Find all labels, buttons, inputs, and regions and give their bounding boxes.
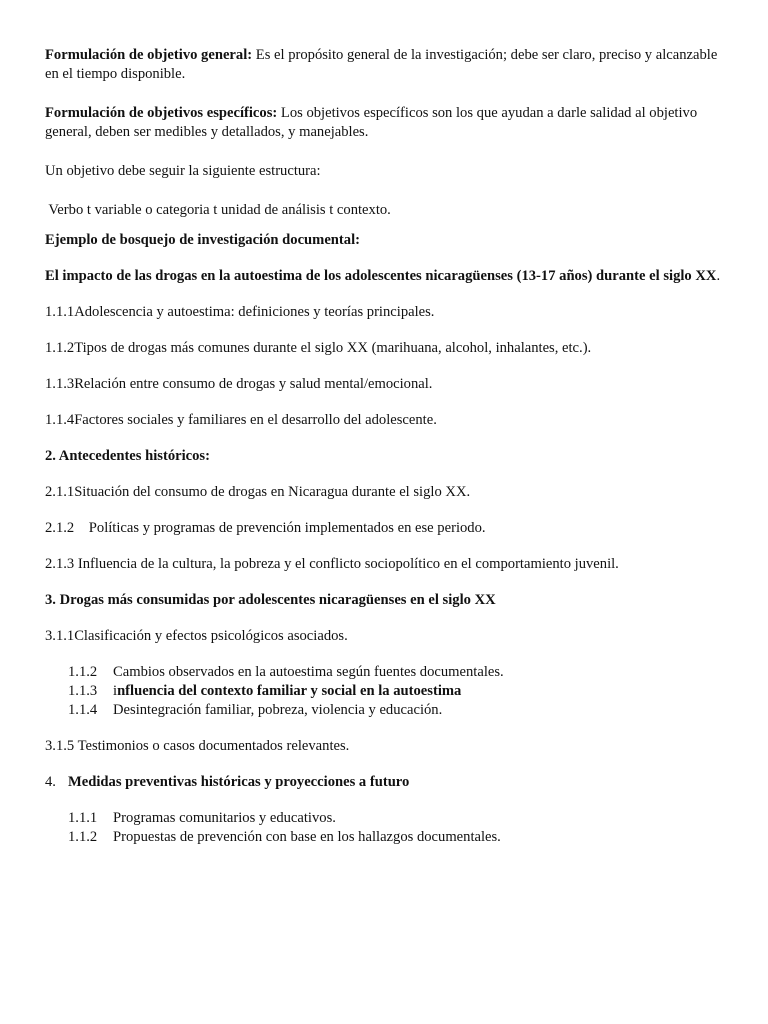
general-objective-text: Es el propósito general de la investigación; debe ser claro, preciso y alcanzable en el tiempo disponible. — [45, 47, 718, 82]
list-text: Programas comunitarios y educativos. — [113, 810, 336, 826]
list-text: Cambios observados en la autoestima según fuentes documentales. — [113, 664, 504, 680]
list-item: 3.1.5 Testimonios o casos documentados relevantes. — [45, 738, 350, 754]
structure-intro: Un objetivo debe seguir la siguiente estructura: — [45, 163, 321, 179]
specific-objectives-text: Los objetivos específicos son los que ayudan a darle salidad al objetivo general, deben ser medibles y detallados, y manejables. — [45, 105, 698, 140]
outline-title-bold: El impacto de las drogas en la autoestima de los adolescentes nicaragüenses (13-17 años) durante el siglo XX — [45, 268, 717, 284]
list-item — [68, 682, 725, 701]
example-heading: Ejemplo de bosquejo de investigación documental: — [45, 232, 360, 248]
list-item: 2.1.1Situación del consumo de drogas en Nicaragua durante el siglo XX. — [45, 484, 471, 500]
list-text: influencia del contexto familiar y social en la autoestima — [113, 683, 462, 699]
list-text: Propuestas de prevención con base en los hallazgos documentales. — [113, 829, 501, 845]
section-heading: 4. Medidas preventivas históricas y proyecciones a futuro — [45, 774, 410, 790]
list-item — [68, 809, 725, 828]
list-number: 1.1.3 — [68, 683, 98, 699]
list-item — [68, 701, 725, 720]
general-objective-label: Formulación de objetivo general: — [45, 47, 253, 63]
nested-list — [45, 809, 725, 847]
section-heading: 3. Drogas más consumidas por adolescentes nicaragüenses en el siglo XX — [45, 592, 496, 608]
section-heading: 2. Antecedentes históricos: — [45, 448, 210, 464]
outline-title — [45, 267, 725, 286]
specific-objectives-paragraph — [45, 104, 725, 142]
document-page — [45, 46, 725, 847]
section-number: 4. — [45, 774, 56, 790]
list-text: Desintegración familiar, pobreza, violencia y educación. — [113, 702, 443, 718]
list-item: 1.1.3Relación entre consumo de drogas y salud mental/emocional. — [45, 376, 433, 392]
nested-list — [45, 663, 725, 720]
list-number: 1.1.2 — [68, 829, 98, 845]
list-number: 1.1.1 — [68, 810, 98, 826]
list-number: 1.1.2 — [68, 664, 98, 680]
list-item: 1.1.1Adolescencia y autoestima: definiciones y teorías principales. — [45, 304, 435, 320]
outline-title-tail: . — [716, 268, 721, 284]
structure-formula: Verbo t variable o categoria t unidad de análisis t contexto. — [45, 202, 391, 218]
list-item: 2.1.2 Políticas y programas de prevención implementados en ese periodo. — [45, 520, 486, 536]
list-item: 2.1.3 Influencia de la cultura, la pobreza y el conflicto sociopolítico en el comportamiento juvenil. — [45, 556, 619, 572]
list-item: 1.1.2Tipos de drogas más comunes durante el siglo XX (marihuana, alcohol, inhalantes, etc.). — [45, 340, 592, 356]
list-number: 1.1.4 — [68, 702, 98, 718]
general-objective-paragraph — [45, 46, 725, 84]
list-item — [68, 663, 725, 682]
specific-objectives-label: Formulación de objetivos específicos: — [45, 105, 278, 121]
list-item: 1.1.4Factores sociales y familiares en el desarrollo del adolescente. — [45, 412, 437, 428]
list-item: 3.1.1Clasificación y efectos psicológicos asociados. — [45, 628, 348, 644]
list-item — [68, 828, 725, 847]
